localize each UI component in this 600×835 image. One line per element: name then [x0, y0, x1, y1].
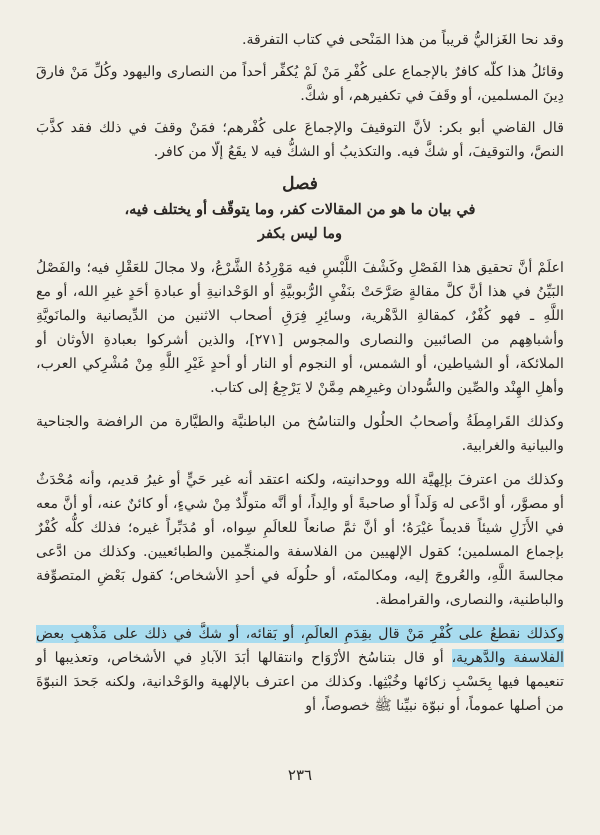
paragraph: وكذلك القَرامِطَةُ وأصحابُ الحلُول والتناسُخ من الباطنيَّة والطيَّارة من الرافضة والجناحية والبيانية والغرابية. — [36, 414, 564, 454]
paragraph: قال القاضي أبو بكر: لأنَّ التوقيفَ والإجماعَ على كُفْرهم؛ فمَنْ وقفَ في ذلك فقد كذَّبَ النصَّ، والتوقيفَ، أو شكَّ فيه. والتكذيبُ أو الشكُّ فيه لا يقَعُ إلّا من كافر. — [36, 120, 564, 160]
section-subtitle — [36, 198, 564, 246]
section-subtitle-line: وما ليس بكفر — [258, 225, 342, 242]
section-title: فصل — [282, 174, 318, 194]
paragraph: وقد نحا الغَزاليُّ قريباً من هذا المَنْحى في كتاب التفرقة. — [241, 32, 564, 48]
highlighted-text[interactable]: وكذلك نقطعُ على كُفْرِ مَنْ قال بقِدَمِ العالَمِ، أو بَقائه، أو شكَّ في ذلك على مَذْهبِ بعض الفلاسفة والدَّهرية، — [36, 626, 564, 666]
paragraph: وقائلُ هذا كلّه كافرٌ بالإجماع على كُفْرِ مَنْ لَمْ يُكفِّر أحداً من النصارى واليهود وكُلِّ مَنْ فارقَ دِينَ المسلمين، أو وقَفَ في تكفيرهم، أو شكَّ. — [36, 64, 564, 104]
paragraph: اعلَمْ أنَّ تحقيق هذا الفَصْلِ وكَشْفَ اللَّبْسِ فيه مَوْرِدُهُ الشَّرْعُ، ولا مجالَ للعَقْلِ فيه؛ والفَصْلُ البَيِّنُ في هذا أنَّ كلَّ مقالةٍ صَرَّحَتْ بنَفْيِ الرُّبوبيَّةِ أو الوَحْدانيةِ أو عبادةِ أحَدٍ غيرِ الله، أو مع اللَّهِ ـ فهو كُفْرٌ، كمقالةِ الدَّهْرية، وسائِرِ فِرَقِ أصحاب الاثنين من الدِّيصانية والمانَويَّةِ وأشباهِهم من الصائبين والنصارى والمجوس [٢٧١]، والذين أشركوا بعبادةِ الأوثان أو الملائكة، أو الشياطين، أو الشمس، أو النجوم أو النار أو أحدٍ غَيْرِ اللَّهِ مِنْ مُشْرِكي العرب، وأهلِ الهِنْد والصِّين والسُّودان وغيرِهم مِمَّنْ لا يَرْجِعُ إلى كتاب. — [36, 260, 564, 396]
paragraph: وكذلك من اعترفَ بإلِهيَّة الله ووحدانيته، ولكنه اعتقد أنه غير حَيٍّ أو غيرُ قديم، وأنه مُحْدَثٌ أو مصوَّر، أو ادَّعى له وَلَداً أو صاحبةً أو والِداً، أو أنَّه متولِّدٌ مِنْ شيءٍ، أو كائنٌ عنه، أو أنَّ معه في الأَزَلِ شيئاً قديماً غيْرَهُ؛ أو أنَّ ثمَّ صانعاً للعالَمِ سِواه، أو مُدَبِّراً غيره؛ فذلك كلُّه كُفْرٌ بإجماع المسلمين؛ كقول الإلهيين من الفلاسفة والمنجِّمين والطبائعيين. وكذلك من ادَّعى مجالسةَ اللَّهِ، والعُروجَ إليه، ومكالمتَه، أو حلُولَه في أحدِ الأشخاص؛ كقول بَعْضِ المتصوِّفة والباطنية، والنصارى، والقرامطة. — [36, 472, 564, 608]
section-subtitle-line: في بيان ما هو من المقالات كفر، وما يتوقّف أو يختلف فيه، — [124, 201, 476, 218]
paragraph-with-highlight — [36, 622, 564, 718]
paragraph-text: أو قال بتناسُخ الأرْوَاح وانتقالها أبَدَ الآبادِ في الأشخاص، وتعذيبها أو تنعيمها فيها بِحَسْبِ زكائها وخُبْثِها. وكذلك من اعترف بالإلهية والوَحْدانية، ولكنه جَحدَ النبوّةَ من أصلها عموماً، أو نبوّة نبيِّنا ﷺ خصوصاً، أو — [36, 650, 564, 714]
page-number: ٢٣٦ — [287, 766, 313, 784]
